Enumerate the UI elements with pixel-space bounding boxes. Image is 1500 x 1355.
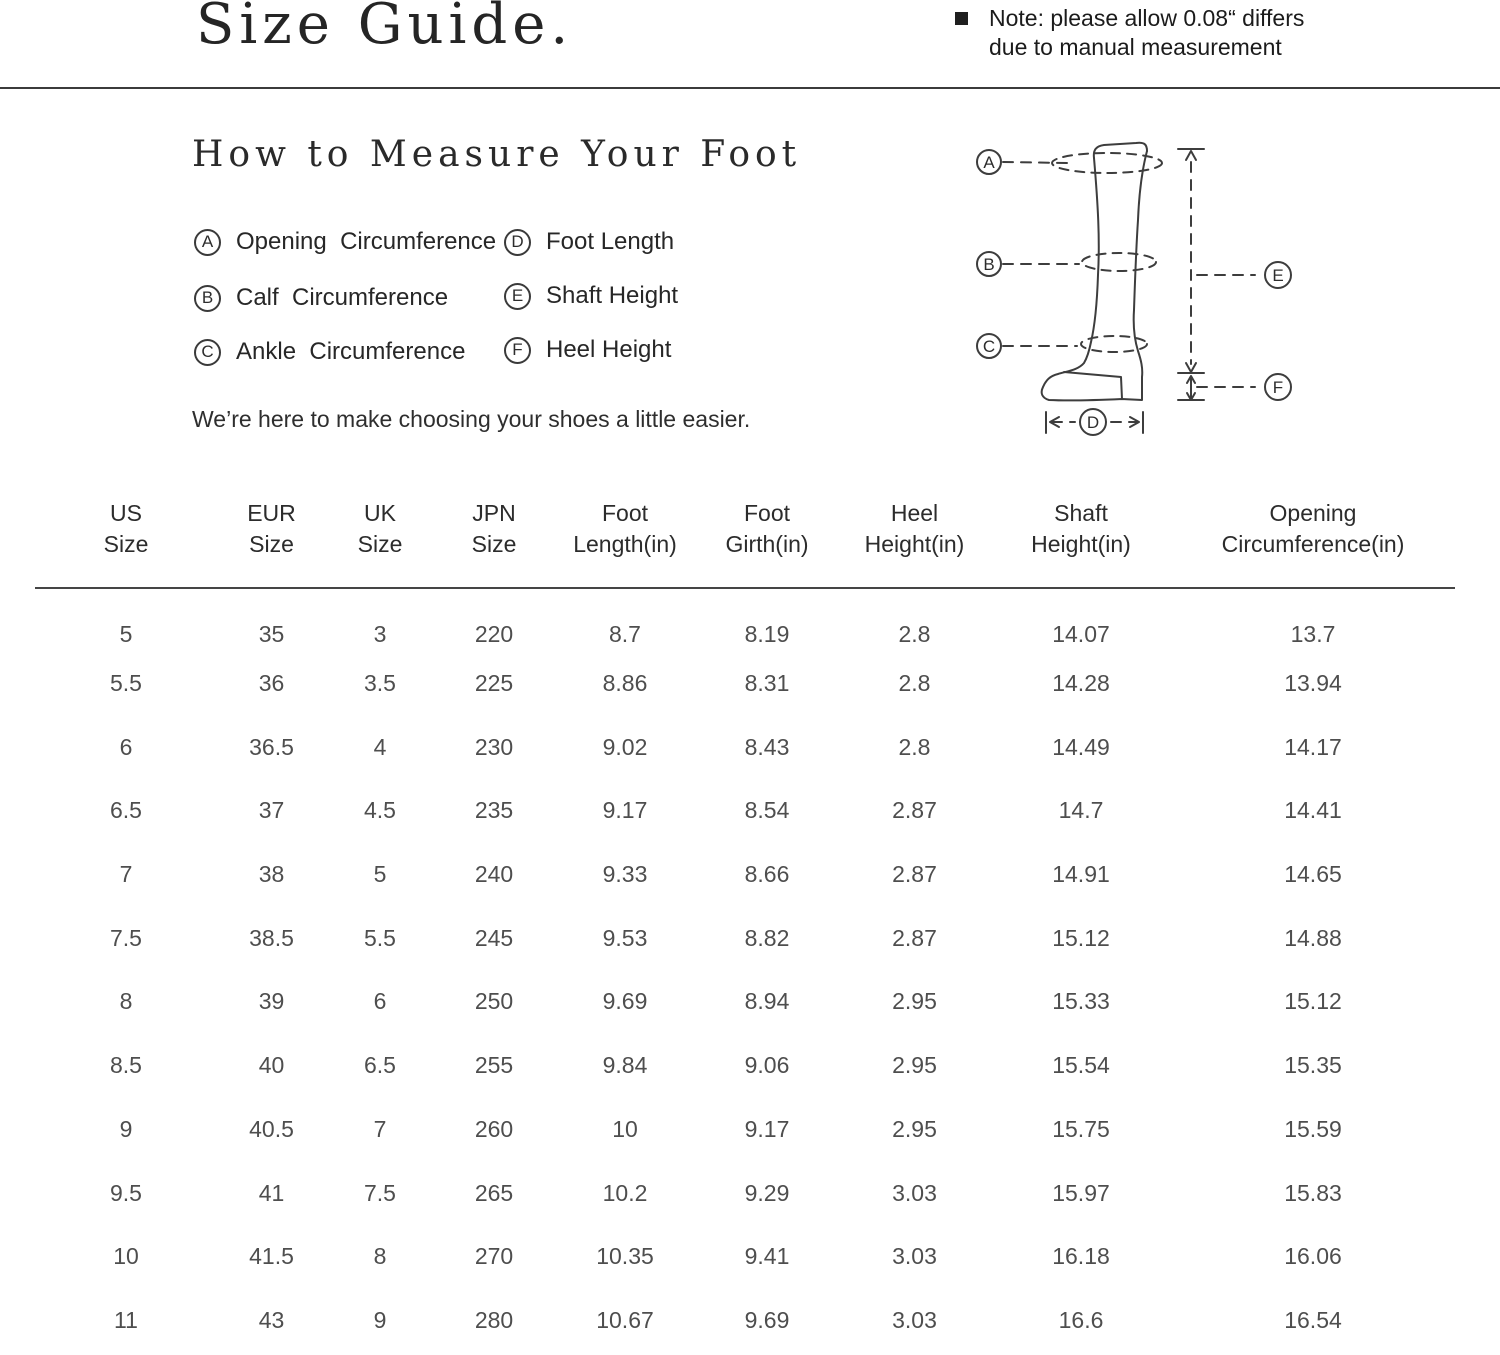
table-cell: 14.65 xyxy=(1284,861,1342,888)
table-cell: 15.33 xyxy=(1052,988,1110,1015)
table-row xyxy=(35,1161,1455,1225)
table-cell: 9.17 xyxy=(744,1115,790,1142)
table-cell: 9.69 xyxy=(602,988,648,1015)
legend-label: Heel Height xyxy=(546,336,672,363)
table-cell: 9.33 xyxy=(602,861,648,888)
page-title: Size Guide. xyxy=(196,0,574,57)
table-cell: 9.02 xyxy=(602,733,648,760)
table-cell: 2.87 xyxy=(892,797,937,824)
measurement-note xyxy=(955,4,1355,62)
legend-item-opening-circumference xyxy=(194,228,496,256)
column-header-2: UK Size xyxy=(326,470,434,588)
top-divider xyxy=(0,87,1500,89)
table-cell: 265 xyxy=(474,1179,514,1206)
leader-a xyxy=(1003,162,1068,163)
table-cell: 39 xyxy=(258,988,285,1015)
table-cell: 8.86 xyxy=(602,670,648,697)
table-cell: 6.5 xyxy=(110,797,142,824)
tagline: We’re here to make choosing your shoes a little easier. xyxy=(192,406,751,432)
table-cell: 2.95 xyxy=(892,1115,937,1142)
table-cell: 8.43 xyxy=(744,733,790,760)
table-cell: 43 xyxy=(258,1306,285,1333)
table-cell: 250 xyxy=(474,988,514,1015)
table-cell: 255 xyxy=(474,1052,514,1079)
legend-item-ankle-circumference xyxy=(194,338,465,366)
table-cell: 9.5 xyxy=(110,1179,142,1206)
legend-item-heel-height xyxy=(504,336,671,364)
table-cell: 4 xyxy=(373,733,387,760)
table-row xyxy=(35,1225,1455,1289)
table-row xyxy=(35,652,1455,716)
table-cell: 13.94 xyxy=(1284,670,1342,697)
table-cell: 280 xyxy=(474,1306,514,1333)
table-cell: 14.91 xyxy=(1052,861,1110,888)
table-cell: 2.95 xyxy=(892,1052,937,1079)
legend-item-foot-length xyxy=(504,228,674,256)
table-cell: 9.53 xyxy=(602,924,648,951)
legend-label: Ankle Circumference xyxy=(236,338,466,365)
table-cell: 7 xyxy=(119,861,133,888)
circle-letter-c-icon: C xyxy=(194,339,221,366)
circle-letter-e-icon: E xyxy=(504,283,531,310)
table-cell: 260 xyxy=(474,1115,514,1142)
table-cell: 16.06 xyxy=(1284,1243,1342,1270)
table-cell: 15.12 xyxy=(1052,924,1110,951)
diagram-letter-b-icon xyxy=(977,252,1001,276)
svg-text:F: F xyxy=(1272,378,1284,397)
column-header-3: JPN Size xyxy=(434,470,554,588)
legend-label: Foot Length xyxy=(546,228,675,255)
table-cell: 15.35 xyxy=(1284,1052,1342,1079)
table-cell: 8 xyxy=(373,1243,387,1270)
circle-letter-f-icon: F xyxy=(504,337,531,364)
table-cell: 10 xyxy=(612,1115,638,1142)
header-row xyxy=(35,470,1455,588)
table-cell: 37 xyxy=(258,797,285,824)
column-header-7: Shaft Height(in) xyxy=(991,470,1171,588)
table-cell: 2.8 xyxy=(898,620,931,647)
boot-measurement-diagram xyxy=(940,120,1360,450)
table-cell: 36.5 xyxy=(249,733,294,760)
table-cell: 14.88 xyxy=(1284,924,1342,951)
circle-letter-a-icon: A xyxy=(194,229,221,256)
table-cell: 15.75 xyxy=(1052,1115,1110,1142)
calf-circumference-dashes xyxy=(1082,253,1156,271)
table-cell: 13.7 xyxy=(1290,620,1336,647)
table-cell: 2.8 xyxy=(898,670,931,697)
note-text xyxy=(989,4,1304,62)
table-cell: 16.54 xyxy=(1284,1306,1342,1333)
table-cell: 5 xyxy=(373,861,387,888)
table-cell: 8.54 xyxy=(744,797,790,824)
table-cell: 225 xyxy=(474,670,514,697)
table-cell: 14.49 xyxy=(1052,733,1110,760)
boot-outline-icon xyxy=(1042,143,1147,401)
table-cell: 15.59 xyxy=(1284,1115,1342,1142)
table-cell: 7.5 xyxy=(364,1179,396,1206)
diagram-letter-d-icon xyxy=(1080,409,1106,435)
table-row xyxy=(35,1098,1455,1162)
circle-letter-b-icon: B xyxy=(194,285,221,312)
diagram-letter-c-icon xyxy=(977,334,1001,358)
column-header-8: Opening Circumference(in) xyxy=(1171,470,1455,588)
table-cell: 2.87 xyxy=(892,924,937,951)
legend-item-shaft-height xyxy=(504,282,678,310)
table-cell: 6.5 xyxy=(364,1052,396,1079)
size-chart-table xyxy=(35,470,1455,1352)
table-cell: 3 xyxy=(373,620,387,647)
howto-heading: How to Measure Your Foot xyxy=(192,134,802,175)
shaft-height-measure xyxy=(1178,149,1204,373)
table-cell: 9.17 xyxy=(602,797,648,824)
table-cell: 6 xyxy=(119,733,133,760)
table-cell: 6 xyxy=(373,988,387,1015)
legend-label: Shaft Height xyxy=(546,282,679,309)
table-cell: 10 xyxy=(113,1243,139,1270)
table-header xyxy=(35,470,1455,588)
table-cell: 3.03 xyxy=(892,1306,937,1333)
table-cell: 8.7 xyxy=(609,620,641,647)
note-line-2: due to manual measurement xyxy=(989,34,1282,60)
legend-label: Calf Circumference xyxy=(236,284,449,311)
table-cell: 230 xyxy=(474,733,514,760)
table-cell: 8.82 xyxy=(744,924,790,951)
table-cell: 9.41 xyxy=(744,1243,790,1270)
svg-text:C: C xyxy=(982,337,996,356)
table-cell: 35 xyxy=(258,620,285,647)
table-cell: 14.7 xyxy=(1058,797,1104,824)
table-cell: 8.66 xyxy=(744,861,790,888)
table-cell: 220 xyxy=(474,620,514,647)
table-row xyxy=(35,715,1455,779)
table-cell: 245 xyxy=(474,924,514,951)
table-row xyxy=(35,1034,1455,1098)
table-cell: 7.5 xyxy=(110,924,142,951)
table-cell: 15.54 xyxy=(1052,1052,1110,1079)
diagram-letter-f-icon xyxy=(1265,374,1291,400)
table-cell: 16.6 xyxy=(1058,1306,1104,1333)
table-cell: 38 xyxy=(258,861,285,888)
opening-circumference-dashes xyxy=(1052,153,1162,173)
column-header-5: Foot Girth(in) xyxy=(696,470,838,588)
table-cell: 9 xyxy=(119,1115,133,1142)
svg-text:E: E xyxy=(1272,266,1284,285)
table-body xyxy=(35,588,1455,1352)
table-cell: 7 xyxy=(373,1115,387,1142)
table-cell: 9.06 xyxy=(744,1052,790,1079)
table-cell: 235 xyxy=(474,797,514,824)
legend-item-calf-circumference xyxy=(194,284,448,312)
svg-text:A: A xyxy=(983,153,995,172)
table-cell: 5 xyxy=(119,620,133,647)
table-cell: 8.5 xyxy=(110,1052,142,1079)
table-cell: 10.35 xyxy=(596,1243,654,1270)
svg-text:D: D xyxy=(1086,413,1100,432)
table-cell: 3.03 xyxy=(892,1179,937,1206)
table-cell: 5.5 xyxy=(110,670,142,697)
table-cell: 4.5 xyxy=(364,797,396,824)
note-line-1: Note: please allow 0.08“ differs xyxy=(989,5,1305,31)
table-cell: 8.19 xyxy=(744,620,790,647)
table-cell: 41.5 xyxy=(249,1243,294,1270)
table-cell: 14.07 xyxy=(1052,620,1110,647)
table-cell: 9 xyxy=(373,1306,387,1333)
table-cell: 9.69 xyxy=(744,1306,790,1333)
table-cell: 8 xyxy=(119,988,133,1015)
table-cell: 40.5 xyxy=(249,1115,294,1142)
diagram-letter-a-icon xyxy=(977,150,1001,174)
diagram-letter-e-icon xyxy=(1265,262,1291,288)
table-cell: 8.94 xyxy=(744,988,790,1015)
circle-letter-d-icon: D xyxy=(504,229,531,256)
table-row xyxy=(35,1289,1455,1353)
table-cell: 10.67 xyxy=(596,1306,654,1333)
table-cell: 15.97 xyxy=(1052,1179,1110,1206)
table-cell: 5.5 xyxy=(364,924,396,951)
column-header-1: EUR Size xyxy=(217,470,326,588)
table-cell: 10.2 xyxy=(602,1179,648,1206)
svg-text:B: B xyxy=(983,255,995,274)
square-bullet-icon xyxy=(955,12,968,25)
table-cell: 15.83 xyxy=(1284,1179,1342,1206)
column-header-6: Heel Height(in) xyxy=(838,470,991,588)
table-cell: 15.12 xyxy=(1284,988,1342,1015)
table-cell: 3.03 xyxy=(892,1243,937,1270)
column-header-4: Foot Length(in) xyxy=(554,470,696,588)
table-cell: 3.5 xyxy=(364,670,396,697)
table-cell: 11 xyxy=(114,1306,138,1333)
table-row xyxy=(35,588,1455,652)
legend-label: Opening Circumference xyxy=(236,228,497,255)
table-cell: 9.29 xyxy=(744,1179,790,1206)
column-header-0: US Size xyxy=(35,470,217,588)
table-cell: 38.5 xyxy=(249,924,294,951)
table-cell: 270 xyxy=(474,1243,514,1270)
table-cell: 240 xyxy=(474,861,514,888)
table-cell: 41 xyxy=(258,1179,285,1206)
table-cell: 8.31 xyxy=(744,670,790,697)
table-cell: 2.8 xyxy=(898,733,931,760)
table-cell: 2.95 xyxy=(892,988,937,1015)
table-cell: 40 xyxy=(258,1052,285,1079)
table-row xyxy=(35,970,1455,1034)
table-cell: 14.17 xyxy=(1284,733,1342,760)
table-cell: 36 xyxy=(258,670,285,697)
table-row xyxy=(35,779,1455,843)
table-cell: 14.28 xyxy=(1052,670,1110,697)
table-row xyxy=(35,843,1455,907)
table-row xyxy=(35,906,1455,970)
table-cell: 16.18 xyxy=(1052,1243,1110,1270)
table-cell: 14.41 xyxy=(1284,797,1342,824)
table-cell: 9.84 xyxy=(602,1052,648,1079)
table-cell: 2.87 xyxy=(892,861,937,888)
